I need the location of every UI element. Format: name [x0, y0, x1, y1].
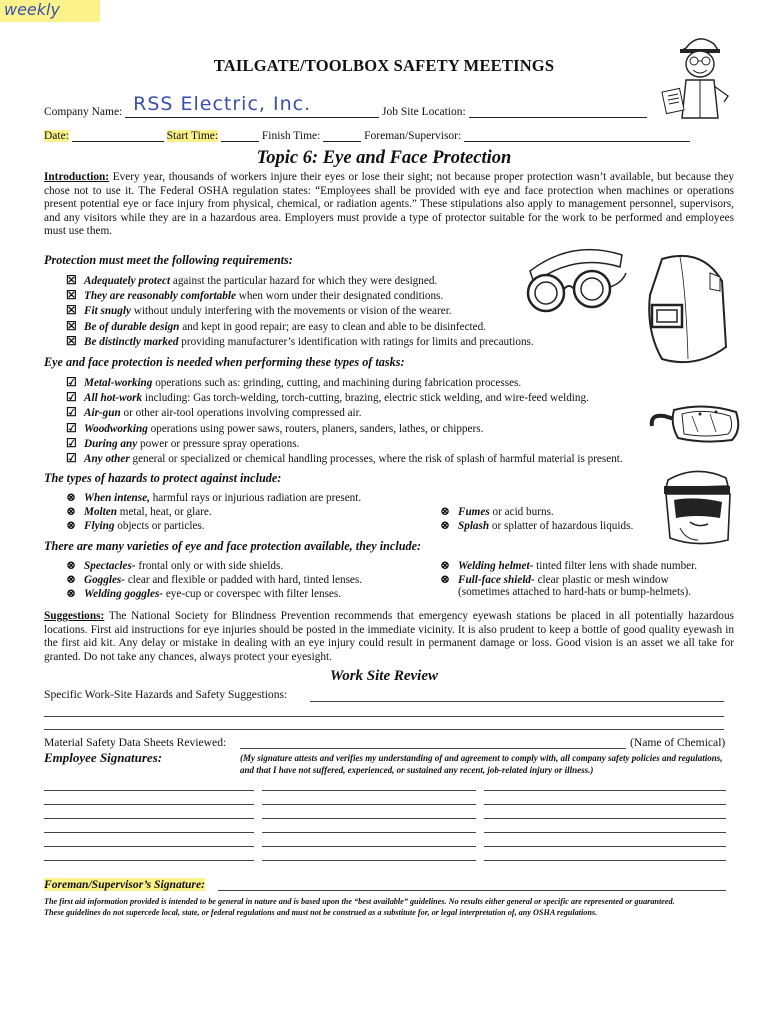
employee-signature-line[interactable]: [484, 832, 726, 833]
disclaimer: [44, 896, 734, 918]
employee-signatures-label: Employee Signatures:: [44, 750, 163, 765]
checkbox-icon: ☒: [66, 273, 77, 287]
requirement-item-key: Be distinctly marked: [84, 335, 179, 348]
variety-item-text: eye-cup or coverspec with filter lenses.: [163, 588, 342, 601]
task-item-key: Air-gun: [84, 407, 121, 420]
employee-signature-line[interactable]: [44, 790, 254, 791]
msds-label: Material Safety Data Sheets Reviewed:: [44, 736, 227, 749]
requirement-item-key: Be of durable design: [84, 320, 180, 333]
foreman-signature-line[interactable]: [218, 890, 726, 891]
employee-signature-line[interactable]: [262, 846, 476, 847]
hazard-item: [66, 490, 361, 504]
task-item: [66, 390, 623, 405]
hazards-left-list: [66, 490, 361, 533]
variety-item: [66, 558, 362, 572]
requirement-item-key: Adequately protect: [84, 275, 171, 287]
requirement-item-text: without unduly interfering with the movements or vision of the wearer.: [130, 305, 452, 318]
hazard-item-text: or acid burns.: [489, 506, 554, 518]
requirements-heading: Protection must meet the following requirements:: [44, 253, 293, 267]
task-item: [66, 421, 623, 436]
hazards-heading: The types of hazards to protect against include:: [44, 471, 282, 485]
checkbox-icon: ☒: [66, 288, 77, 303]
disclaimer-line-2: These guidelines do not supercede local, state, or federal regulations and must not be construed as a substitute for, or legal interpretation of, any OSHA regulations.: [44, 908, 598, 917]
task-item: [66, 436, 623, 451]
task-item-text: general or specialized or chemical handling processes, where the risk of splash of harmful material is present.: [129, 452, 623, 465]
intro-paragraph: [44, 171, 734, 239]
requirement-item: [66, 303, 534, 318]
welding-helmet-icon: [640, 251, 732, 369]
hazards-suggestions-line-3[interactable]: [44, 729, 724, 730]
start-time-label: Start Time:: [166, 130, 219, 142]
employee-signature-line[interactable]: [262, 804, 476, 805]
checkbox-icon: ☑: [66, 420, 77, 435]
task-item-text: power or pressure spray operations.: [137, 437, 300, 450]
face-shield-worker-icon: [656, 466, 736, 546]
requirement-item: [66, 273, 534, 288]
hazards-suggestions-label: Specific Work-Site Hazards and Safety Suggestions:: [44, 688, 288, 701]
requirement-item-text: when worn under their designated conditions.: [235, 290, 444, 303]
date-label: Date:: [44, 130, 69, 142]
attestation-text: (My signature attests and verifies my understanding of and agreement to comply with, all company safety policies and regulations, and that I have not suffered, experienced, or sustained any recent, job-related injury or illness.): [240, 753, 723, 775]
circled-x-icon: ⊗: [440, 504, 451, 518]
variety-item: [66, 586, 362, 600]
hazard-item: [440, 518, 633, 532]
hazard-item-key: Fumes: [458, 506, 490, 518]
variety-item-text: (sometimes attached to hard-hats or bump-helmets).: [458, 586, 692, 599]
task-item: [66, 451, 623, 466]
welding-goggles-icon: [522, 237, 628, 323]
variety-item-key: Welding goggles-: [84, 588, 164, 601]
chemical-name-label: (Name of Chemical): [630, 736, 726, 749]
date-field[interactable]: [72, 128, 164, 142]
intro-label: Introduction:: [44, 171, 110, 183]
job-site-label: Job Site Location:: [382, 106, 466, 118]
requirement-item: [66, 334, 534, 349]
task-item-text: operations using power saws, routers, planers, sanders, lathes, or chippers.: [147, 422, 484, 435]
variety-item: [440, 586, 697, 600]
hazard-item-key: Molten: [84, 506, 117, 519]
task-item: [66, 375, 623, 390]
requirement-item-text: and kept in good repair; are easy to clean and able to be disinfected.: [179, 320, 487, 333]
requirement-item-text: providing manufacturer’s identification with ratings for limits and precautions.: [178, 335, 534, 348]
start-time-field[interactable]: [221, 128, 259, 142]
hazard-item: [66, 504, 361, 518]
task-item-key: Any other: [84, 452, 130, 465]
employee-signature-line[interactable]: [262, 790, 476, 791]
disclaimer-line-1: The first aid information provided is intended to be general in nature and is based upon the “best available” guidelines. No results either general or specific are represented or guaranteed.: [44, 897, 675, 906]
company-label: Company Name:: [44, 106, 123, 118]
hazard-item-key: When intense,: [84, 492, 150, 504]
checkbox-icon: ☒: [66, 318, 77, 333]
variety-item-text: tinted filter lens with shade number.: [533, 560, 698, 572]
circled-x-icon: ⊗: [66, 586, 77, 601]
variety-item-key: Spectacles-: [84, 560, 136, 572]
checkbox-icon: ☑: [66, 375, 77, 389]
task-item-text: or other air-tool operations involving compressed air.: [120, 407, 362, 420]
foreman-label: Foreman/Supervisor:: [364, 130, 462, 142]
hazards-suggestions-line-2[interactable]: [44, 716, 724, 717]
varieties-right-list: [440, 558, 697, 601]
task-item: [66, 405, 623, 420]
hazard-item: [66, 518, 361, 532]
company-row: [44, 93, 647, 118]
finish-time-field[interactable]: [323, 128, 361, 142]
employee-signature-line[interactable]: [262, 832, 476, 833]
safety-goggles-icon: [648, 400, 742, 446]
task-item-text: operations such as: grinding, cutting, and machining during fabrication processes.: [152, 377, 522, 389]
job-site-field[interactable]: [469, 103, 647, 118]
employee-signature-line[interactable]: [44, 818, 254, 819]
circled-x-icon: ⊗: [66, 572, 77, 587]
company-value: RSS Electric, Inc.: [133, 93, 312, 115]
page-title: TAILGATE/TOOLBOX SAFETY MEETINGS: [213, 56, 555, 75]
varieties-left-list: [66, 558, 362, 601]
msds-line[interactable]: [240, 748, 626, 749]
checkbox-icon: ☑: [66, 405, 77, 420]
circled-x-icon: ⊗: [440, 518, 451, 533]
variety-item-text: clear plastic or mesh window: [534, 574, 669, 587]
topic-heading: Topic 6: Eye and Face Protection: [256, 148, 512, 168]
requirements-list: [66, 273, 534, 349]
suggestions-label: Suggestions:: [44, 610, 105, 622]
variety-item-key: Goggles-: [84, 574, 126, 587]
company-field[interactable]: [125, 93, 379, 118]
circled-x-icon: ⊗: [66, 490, 77, 504]
circled-x-icon: ⊗: [66, 558, 77, 572]
task-item-key: Woodworking: [84, 422, 148, 435]
foreman-signature-label: Foreman/Supervisor’s Signature:: [44, 878, 205, 891]
finish-time-label: Finish Time:: [261, 130, 321, 142]
circled-x-icon: ⊗: [66, 504, 77, 519]
circled-x-icon: ⊗: [440, 558, 451, 572]
requirement-item-key: Fit snugly: [84, 305, 131, 318]
employee-signature-line[interactable]: [484, 860, 726, 861]
date-row: [44, 128, 690, 142]
foreman-field[interactable]: [464, 128, 690, 142]
employee-signature-line[interactable]: [262, 818, 476, 819]
hazards-right-list: [440, 504, 633, 532]
checkbox-icon: ☒: [66, 303, 77, 318]
hazard-item-text: or splatter of hazardous liquids.: [489, 520, 634, 533]
task-item-text: including: Gas torch-welding, torch-cutting, brazing, electric stick welding, and wire-feed welding.: [142, 392, 589, 405]
variety-item-key: Full-face shield-: [458, 574, 535, 587]
employee-signature-line[interactable]: [44, 832, 254, 833]
checkbox-icon: ☑: [66, 435, 77, 450]
employee-signature-line[interactable]: [484, 804, 726, 805]
task-item-key: Metal-working: [84, 377, 153, 389]
requirement-item: [66, 319, 534, 334]
variety-item-text: clear and flexible or padded with hard, tinted lenses.: [125, 574, 363, 587]
variety-item-text: frontal only or with side shields.: [135, 560, 284, 572]
hazard-item-text: objects or particles.: [114, 520, 205, 533]
employee-signature-line[interactable]: [44, 846, 254, 847]
employee-signature-line[interactable]: [484, 790, 726, 791]
suggestions-paragraph: [44, 610, 734, 664]
employee-signature-line[interactable]: [44, 860, 254, 861]
requirement-item-key: They are reasonably comfortable: [84, 290, 236, 303]
employee-signature-line[interactable]: [44, 804, 254, 805]
suggestions-text: The National Society for Blindness Prevention recommends that emergency eyewash stations be placed in all potentially hazardous locations. First aid instructions for eye injuries should be posted in the immediate vicinity. It is also prudent to keep a bottle of good quality eyewash in the first aid kit. Any delay or mistake in dealing with an eye injury could result in permanent damage or loss. Good vision is an asset we all take for granted. Do not take any chances, always protect your eyesight.: [44, 610, 734, 663]
variety-item: [66, 572, 362, 586]
hazards-suggestions-line-1[interactable]: [310, 701, 724, 702]
task-item-key: All hot-work: [84, 392, 143, 405]
variety-item: [440, 572, 697, 586]
hazard-item-key: Splash: [458, 520, 490, 533]
checkbox-icon: ☑: [66, 450, 77, 465]
task-item-key: During any: [84, 437, 138, 450]
employee-signature-line[interactable]: [262, 860, 476, 861]
checkbox-icon: ☑: [66, 390, 77, 405]
variety-item-key: Welding helmet-: [458, 560, 534, 572]
worker-cartoon-icon: [658, 30, 738, 120]
requirement-item: [66, 288, 534, 303]
work-site-review-heading: Work Site Review: [329, 668, 439, 684]
checkbox-icon: ☒: [66, 333, 77, 348]
variety-item: [440, 558, 697, 572]
tasks-heading: Eye and face protection is needed when performing these types of tasks:: [44, 355, 405, 369]
requirement-item-text: against the particular hazard for which they were designed.: [170, 275, 438, 287]
circled-x-icon: ⊗: [440, 572, 451, 587]
employee-signature-line[interactable]: [484, 846, 726, 847]
hazard-item-text: metal, heat, or glare.: [116, 506, 212, 519]
hazard-item-text: harmful rays or injurious radiation are present.: [149, 492, 362, 504]
hazard-item-key: Flying: [84, 520, 115, 533]
hazard-item: [440, 504, 633, 518]
intro-text: Every year, thousands of workers injure their eyes or lose their sight; not because proper protection wasn’t available, but because they chose not to use it. The Federal OSHA regulation states: “Employees shall be provided with eye and face protection when machines or operations present potential eye or face injury from physical, chemical, or radiation agents.” These stipulations also apply to management personnel, supervisors, and any visitors while they are in a hazardous area. Employers must provide a type of protector suitable for the work to be performed and employees must use them.: [44, 171, 734, 238]
employee-signature-line[interactable]: [484, 818, 726, 819]
tasks-list: [66, 375, 623, 466]
circled-x-icon: ⊗: [66, 518, 77, 533]
weekly-tag: weekly: [0, 0, 100, 22]
varieties-heading: There are many varieties of eye and face protection available, they include:: [44, 539, 422, 553]
